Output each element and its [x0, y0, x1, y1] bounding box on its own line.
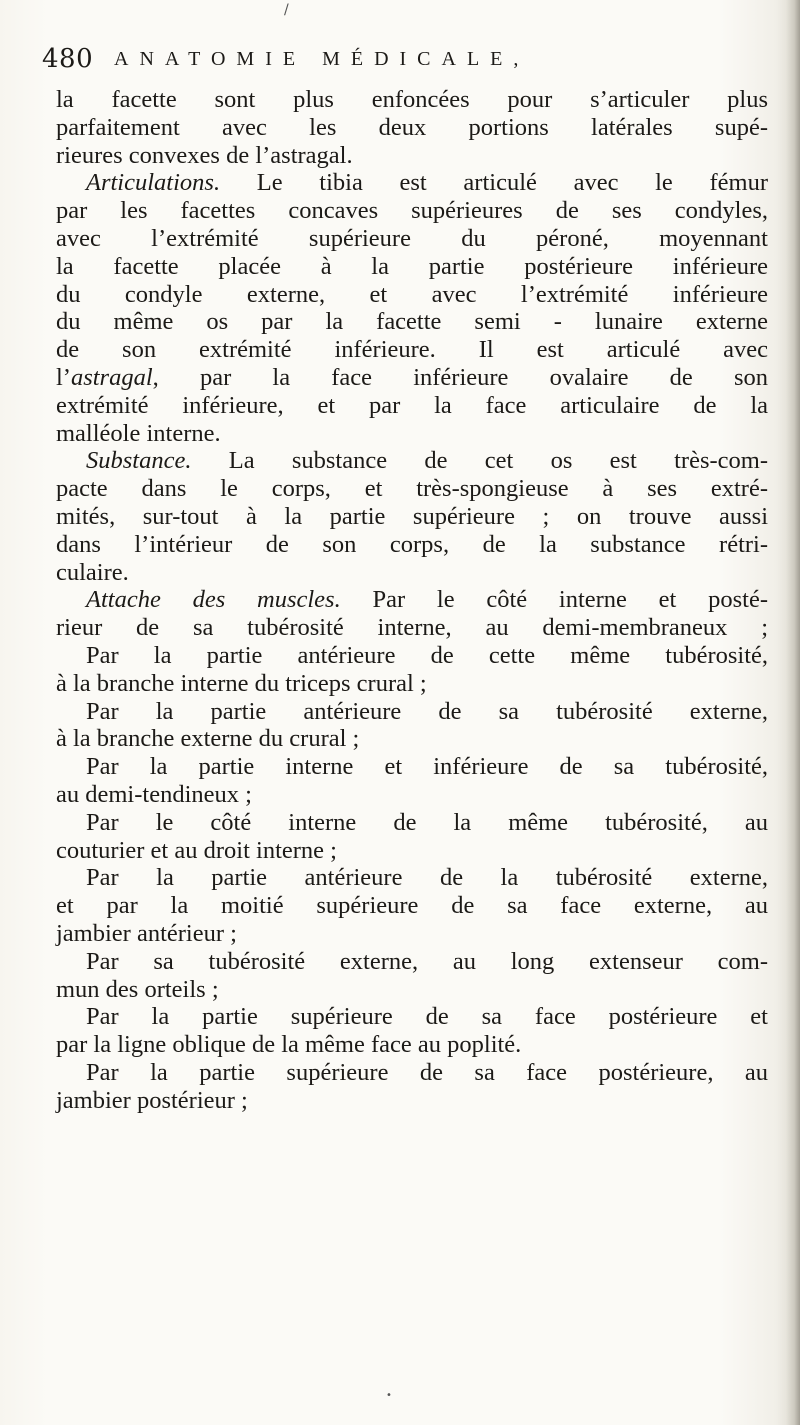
text-line [56, 586, 768, 614]
text-segment: du même os par la facette semi - lunaire externe [56, 308, 768, 336]
text-segment: par la ligne oblique de la même face au poplité. [56, 1031, 522, 1059]
text-segment: Par la partie antérieure de cette même tubérosité, [86, 641, 768, 669]
text-segment: Par la partie antérieure de sa tubérosité externe, [86, 697, 768, 725]
text-line [56, 614, 768, 642]
text-segment: de son extrémité inférieure. Il est articulé avec [56, 336, 768, 364]
text-line [56, 1087, 768, 1115]
text-segment: la facette sont plus enfoncées pour s’articuler plus [56, 86, 768, 113]
text-line [56, 336, 768, 364]
text-line [56, 1003, 768, 1031]
text-line [56, 225, 768, 253]
text-segment: parfaitement avec les deux portions latérales supé- [56, 113, 768, 141]
text-line [56, 781, 768, 809]
text-line [56, 809, 768, 837]
text-line [56, 281, 768, 309]
text-line [56, 1059, 768, 1087]
text-line [56, 920, 768, 948]
text-line [56, 114, 768, 142]
text-line [56, 892, 768, 920]
text-segment: rieures convexes de l’astragal. [56, 141, 353, 169]
text-segment: jambier antérieur ; [56, 919, 237, 947]
text-line [56, 86, 768, 114]
text-segment: du condyle externe, et avec l’extrémité inférieure [56, 280, 768, 308]
text-segment: Par la partie supérieure de sa face postérieure et [86, 1003, 768, 1031]
text-line [56, 1031, 768, 1059]
text-segment: Par le côté interne et posté- [340, 586, 768, 614]
text-segment: à la branche interne du triceps crural ; [56, 669, 427, 697]
text-segment: par les facettes concaves supérieures de ses condyles, [56, 197, 768, 225]
text-segment: Par la partie antérieure de la tubérosité externe, [86, 864, 768, 892]
ink-mark: / [284, 2, 289, 18]
text-segment: Le tibia est articulé avec le fémur [220, 169, 768, 197]
text-segment: couturier et au droit interne ; [56, 836, 337, 864]
text-line [56, 364, 768, 392]
text-line [56, 197, 768, 225]
text-segment: mun des orteils ; [56, 975, 219, 1003]
text-segment: rieur de sa tubérosité interne, au demi-membraneux ; [56, 614, 768, 642]
text-segment: La substance de cet os est très-com- [191, 447, 768, 475]
text-segment: dans l’intérieur de son corps, de la substance rétri- [56, 530, 768, 558]
text-line [56, 670, 768, 698]
text-segment: la facette placée à la partie postérieure inférieure [56, 252, 768, 280]
italic-heading: Substance. [86, 447, 192, 475]
text-segment: à la branche externe du crural ; [56, 725, 360, 753]
ink-dot: • [386, 1390, 392, 1401]
text-line [56, 447, 768, 475]
italic-heading: Attache des muscles. [86, 586, 341, 614]
text-line [56, 642, 768, 670]
page-header [42, 36, 742, 86]
text-segment: avec l’extrémité supérieure du péroné, moyennant [56, 224, 768, 252]
text-segment: pacte dans le corps, et très-spongieuse à ses extré- [56, 475, 768, 503]
text-segment: Par la partie interne et inférieure de sa tubérosité, [86, 753, 768, 781]
text-segment: Par sa tubérosité externe, au long extenseur com- [86, 947, 768, 975]
text-line [56, 837, 768, 865]
text-line [56, 392, 768, 420]
text-line [56, 976, 768, 1004]
text-segment: , par la face inférieure ovalaire de son [152, 363, 768, 391]
text-line [56, 308, 768, 336]
running-title: ANATOMIE MÉDICALE, [114, 48, 530, 70]
text-line [56, 698, 768, 726]
text-segment: et par la moitié supérieure de sa face externe, au [56, 892, 768, 920]
text-line [56, 559, 768, 587]
italic-heading: Articulations. [86, 169, 221, 197]
text-line [56, 864, 768, 892]
text-segment: mités, sur-tout à la partie supérieure ; on trouve aussi [56, 502, 768, 530]
text-segment: culaire. [56, 558, 129, 586]
text-segment: l’ [56, 363, 71, 391]
text-segment: Par le côté interne de la même tubérosité, au [86, 808, 768, 836]
text-segment: Par la partie supérieure de sa face postérieure, au [86, 1058, 768, 1086]
text-line [56, 253, 768, 281]
text-line [56, 725, 768, 753]
text-line [56, 948, 768, 976]
text-line [56, 475, 768, 503]
body-text [56, 86, 768, 1114]
text-segment: malléole interne. [56, 419, 221, 447]
text-segment: au demi-tendineux ; [56, 780, 252, 808]
text-line [56, 142, 768, 170]
text-line [56, 753, 768, 781]
text-line [56, 169, 768, 197]
text-line [56, 503, 768, 531]
text-segment: extrémité inférieure, et par la face articulaire de la [56, 391, 768, 419]
text-line [56, 531, 768, 559]
page-edge-shadow [786, 0, 800, 1425]
italic-heading: astragal [70, 363, 153, 391]
text-segment: jambier postérieur ; [56, 1086, 248, 1114]
page-number: 480 [42, 44, 94, 74]
text-line [56, 420, 768, 448]
